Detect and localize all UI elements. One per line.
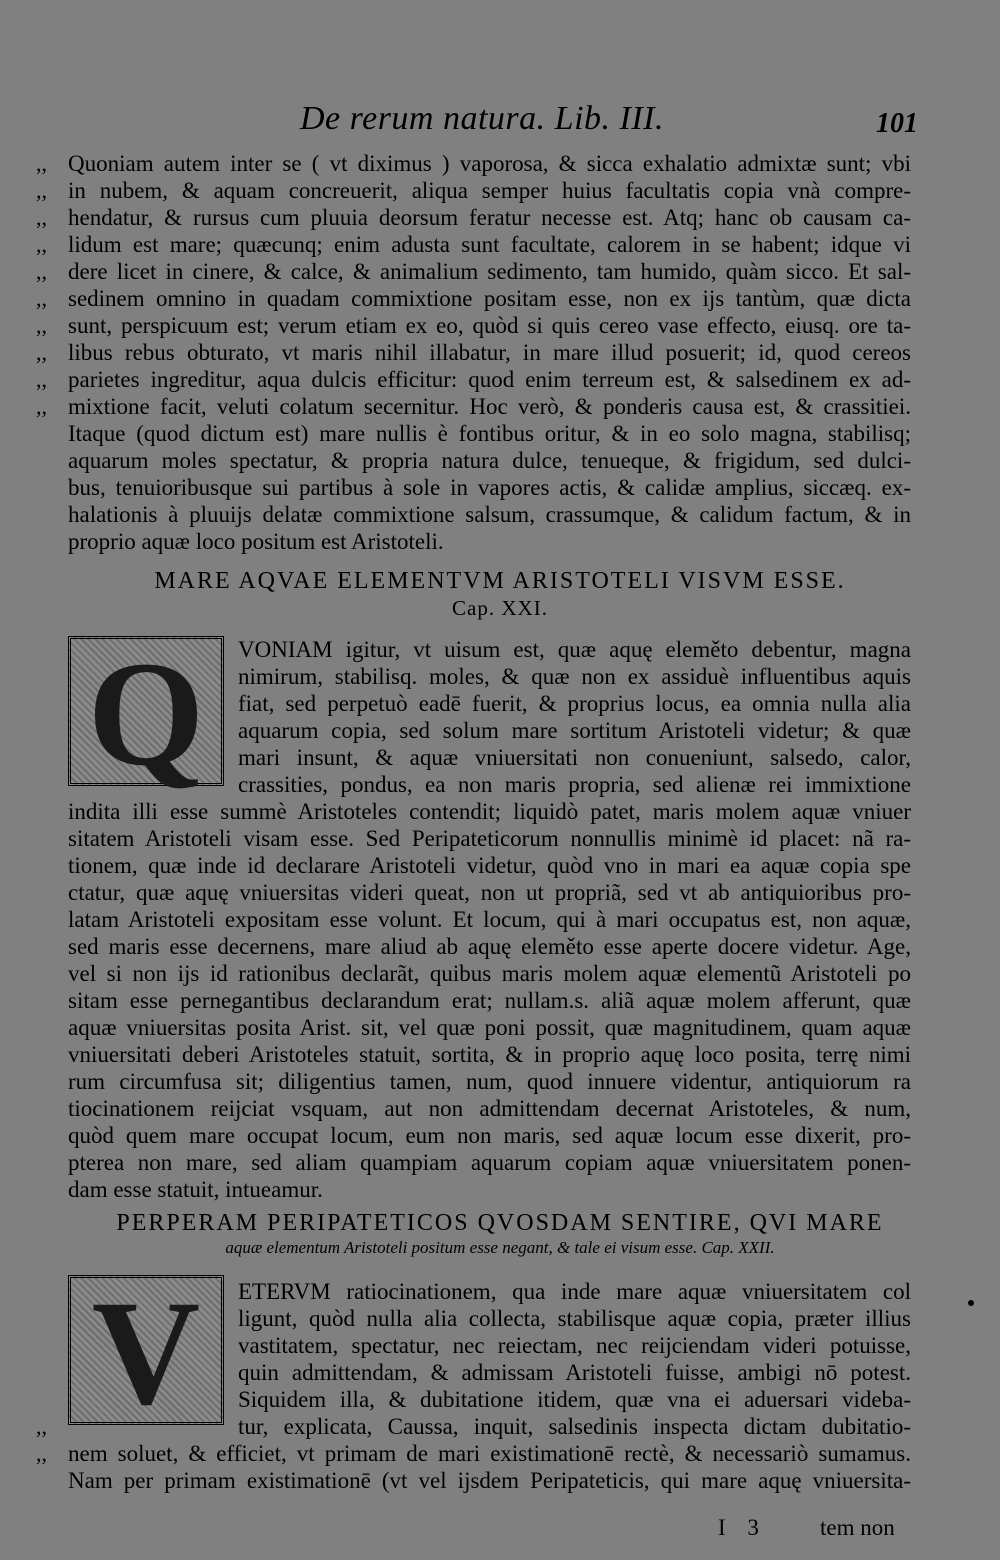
text-line: tiocinationem reijciat vsquam, aut non admittendam decernat Aristoteles, & num,: [68, 1096, 911, 1121]
text-line: ctatur, quæ aquę vniuersitas videri queat, non ut propriã, sed vt ab antiquioribus pro-: [68, 880, 911, 905]
text-line: ligunt, quòd nulla alia collecta, stabilisque aquæ copia, præter illius: [238, 1306, 911, 1331]
signature-mark: I 3: [718, 1515, 767, 1540]
text-line: libus rebus obturato, vt maris nihil illabatur, in mare illud posuerit; id, quod cereos: [68, 340, 911, 365]
marginal-quote-mark: ,,: [36, 205, 47, 230]
text-line: sitatem Aristoteli visam esse. Sed Peripateticorum nonnullis minimè id placet: nã ra-: [68, 826, 911, 851]
marginal-quote-mark: ,,: [36, 232, 47, 257]
text-line: quin admittendam, & admissam Aristoteli fuisse, ambigi nō potest.: [238, 1360, 911, 1385]
catchword: tem non: [820, 1515, 895, 1540]
text-line: crassities, pondus, ea non maris propria, sed alienæ rei immixtione: [238, 772, 911, 797]
text-line: latam Aristoteli expositam esse volunt. Et locum, qui à mari occupatus est, non aquæ,: [68, 907, 911, 932]
running-title: De rerum natura. Lib. III.: [300, 100, 664, 137]
text-line: Quoniam autem inter se ( vt diximus ) vaporosa, & sicca exhalatio admixtæ sunt; vbi: [68, 151, 911, 176]
text-line: tur, explicata, Caussa, inquit, salsedinis inspecta dictam dubitatio-: [238, 1414, 911, 1439]
marginal-quote-mark: ,,: [36, 313, 47, 338]
text-line: vniuersitati deberi Aristoteles statuit, sortita, & in proprio aquę loco posita, terrę nimi: [68, 1042, 911, 1067]
text-line: sunt, perspicuum est; verum etiam ex eo, quòd si quis cereo vase effecto, eiusq. ore ta-: [68, 313, 911, 338]
text-line: fiat, sed perpetuò eadē fuerit, & proprius locus, ea omnia nulla alia: [238, 691, 911, 716]
text-line: aquarum moles spectatur, & propria natura dulce, tenueque, & frigidum, sed dulci-: [68, 448, 911, 473]
text-line: sed maris esse decernens, mare aliud ab aquę eleměto esse aperte docere videtur. Age,: [68, 934, 911, 959]
text-line: Itaque (quod dictum est) mare nullis è fontibus oritur, & in eo solo magna, stabilisq;: [68, 421, 911, 446]
marginal-quote-mark: ,,: [36, 259, 47, 284]
text-line: dere licet in cinere, & calce, & animalium sedimento, tam humido, quàm sicco. Et sal-: [68, 259, 911, 284]
chapter-22-subtitle: aquæ elementum Aristoteli positum esse negant, & tale ei visum esse. Cap. XXII.: [225, 1238, 775, 1257]
marginal-quote-mark: ,,: [36, 151, 47, 176]
initial-letter: Q: [87, 631, 205, 797]
marginal-quote-mark: ,,: [36, 178, 47, 203]
text-line: parietes ingreditur, aqua dulcis efficitur: quod enim terreum est, & salsedinem ex ad-: [68, 367, 911, 392]
text-line: mixtione facit, veluti colatum secernitur. Hoc verò, & ponderis causa est, & crassitiei.: [68, 394, 911, 419]
text-line: halationis à pluuijs delatæ commixtione salsum, crassumque, & calidum factum, & in: [68, 502, 911, 527]
ink-speck: [968, 1300, 974, 1306]
chapter-21-number: Cap. XXI.: [452, 596, 548, 620]
marginal-quote-mark: ,,: [36, 340, 47, 365]
text-line: proprio aquæ loco positum est Aristoteli.: [68, 529, 444, 554]
text-line: tionem, quæ inde id declarare Aristoteli videtur, quòd vno in mari ea aquæ copia spe: [68, 853, 911, 878]
text-line: Nam per primam existimationē (vt vel ijsdem Peripateticis, qui mare aquę vniuersita-: [68, 1468, 911, 1493]
text-line: lidum est mare; quæcunq; enim adusta sunt facultate, calorem in se habent; idque vi: [68, 232, 911, 257]
decorated-initial-q: [68, 631, 224, 797]
marginal-quote-mark: ,,: [36, 367, 47, 392]
text-line: vastitatem, spectatur, nec reiectam, nec reijciendam videri potuisse,: [238, 1333, 911, 1358]
text-line: indita illi esse summè Aristoteles contendit; liquidò patet, maris molem aquæ vniuer: [68, 799, 911, 824]
marginal-quote-mark: ,,: [36, 286, 47, 311]
marginal-quote-mark: ,,: [36, 1414, 47, 1439]
text-line: dam esse statuit, intueamur.: [68, 1177, 323, 1202]
text-line: aquæ vniuersitas posita Arist. sit, vel quæ poni possit, quæ magnitudinem, quam aquæ: [68, 1015, 911, 1040]
marginal-quote-mark: ,,: [36, 1441, 47, 1466]
text-line: mari insunt, & aquæ vniuersitati non conueniunt, salsedo, calor,: [238, 745, 911, 770]
text-line: ETERVM ratiocinationem, qua inde mare aquæ vniuersitatem col: [238, 1279, 911, 1304]
text-line: nimirum, stabilisq. moles, & quæ non ex assiduè influentibus aquis: [238, 664, 911, 689]
text-line: in nubem, & aquam concreuerit, aliqua semper huius facultatis copia vnà compre-: [68, 178, 911, 203]
text-line: quòd quem mare occupat locum, eum non maris, sed aquæ locum esse dixerit, pro-: [68, 1123, 911, 1148]
chapter-22-title: PERPERAM PERIPATETICOS QVOSDAM SENTIRE, QVI MARE: [116, 1210, 884, 1236]
text-line: sedinem omnino in quadam commixtione positam esse, non ex ijs tantùm, quæ dicta: [68, 286, 911, 311]
text-line: VONIAM igitur, vt uisum est, quæ aquę eleměto debentur, magna: [238, 637, 911, 662]
text-line: aquarum copia, sed solum mare sortitum Aristoteli videtur; & quæ: [238, 718, 911, 743]
text-line: nem soluet, & efficiet, vt primam de mari existimationē rectè, & necessariò sumamus.: [68, 1441, 911, 1466]
text-line: pterea non mare, sed aliam quampiam aquarum copiam aquæ vniuersitatem ponen-: [68, 1150, 911, 1175]
text-line: Siquidem illa, & dubitatione itidem, quæ vna ei aduersari videba-: [238, 1387, 911, 1412]
text-line: rum circumfusa sit; diligentius tamen, num, quod innuere videntur, antiquiorum ra: [68, 1069, 911, 1094]
text-line: bus, tenuioribusque sui partibus à sole in vapores actis, & calidæ amplius, siccæq. ex-: [68, 475, 911, 500]
text-line: sitam esse pernegantibus declarandum erat; nullam.s. aliã aquæ molem afferunt, quæ: [68, 988, 911, 1013]
page-number: 101: [876, 108, 918, 139]
chapter-21-title: MARE AQVAE ELEMENTVM ARISTOTELI VISVM ESSE.: [154, 568, 846, 594]
text-line: vel si non ijs id rationibus declarãt, quibus maris molem aquæ elementũ Aristoteli po: [68, 961, 911, 986]
marginal-quote-mark: ,,: [36, 394, 47, 419]
initial-letter: V: [91, 1270, 201, 1436]
decorated-initial-v: [68, 1270, 224, 1436]
text-line: hendatur, & rursus cum pluuia deorsum feratur necesse est. Atq; hanc ob causam ca-: [68, 205, 911, 230]
